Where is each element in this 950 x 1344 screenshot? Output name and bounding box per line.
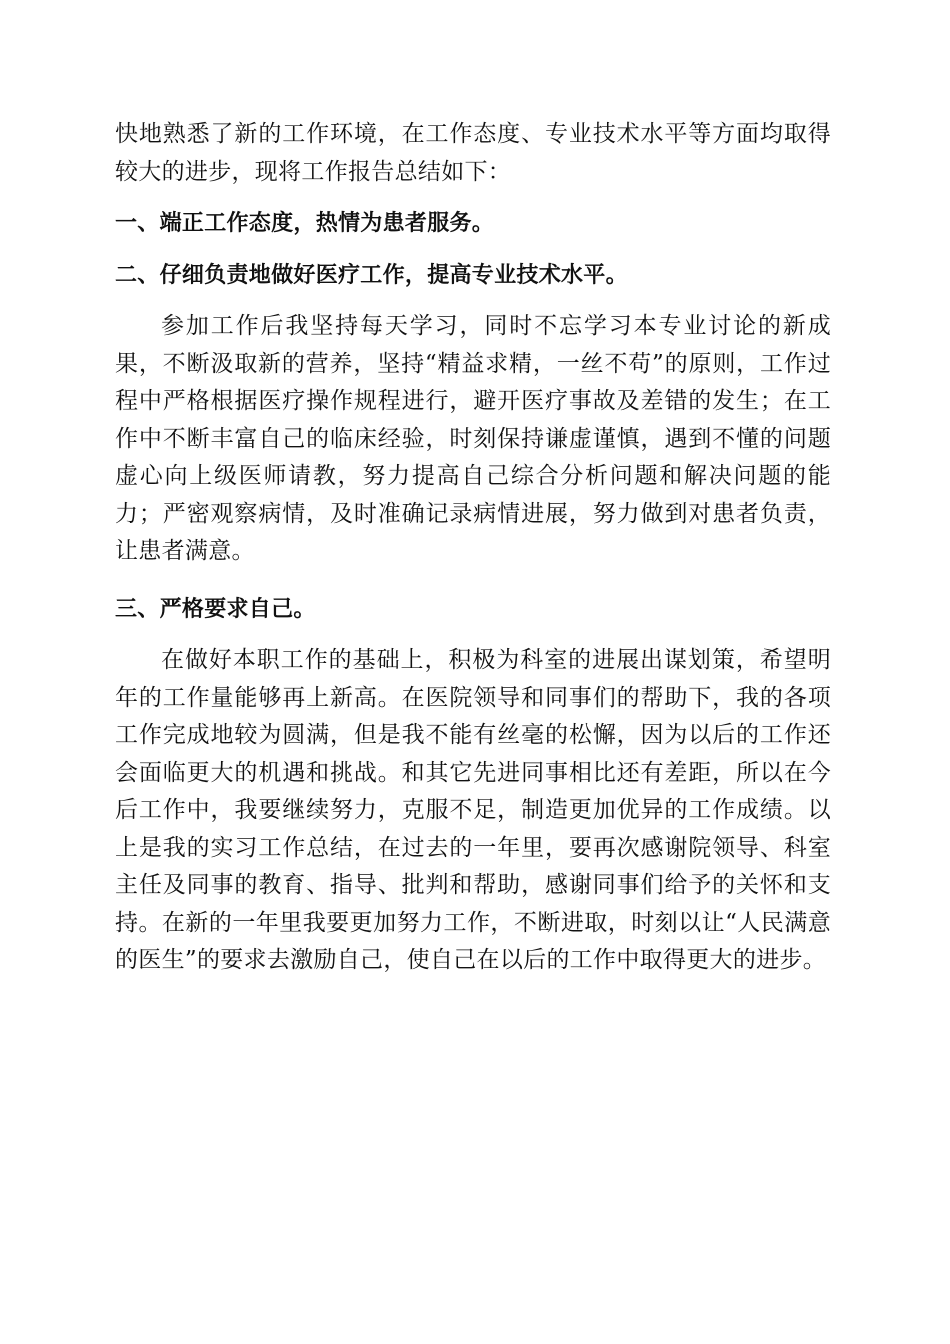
section-heading-3: 三、严格要求自己。: [115, 596, 316, 622]
section-heading-1: 一、端正工作态度，热情为患者服务。: [115, 211, 495, 236]
spacer: [115, 191, 831, 205]
spacer: [115, 294, 831, 308]
section-3-paragraph: 在做好本职工作的基础上，积极为科室的进展出谋划策，希望明年的工作量能够再上新高。在医院领导和同事们的帮助下，我的各项工作完成地较为圆满，但是我不能有丝毫的松懈，因为以后的工作还会面临更大的机遇和挑战。和其它先进同事相比还有差距，所以在今后工作中，我要继续努力，克服不足，制造更加优异的工作成绩。以上是我的实习工作总结，在过去的一年里，要再次感谢院领导、科室主任及同事的教育、指导、批判和帮助，感谢同事们给予的关怀和支持。在新的一年里我要更加努力工作，不断进取，时刻以让“人民满意的医生”的要求去激励自己，使自己在以后的工作中取得更大的进步。: [115, 647, 831, 973]
section-heading-2: 二、仔细负责地做好医疗工作，提高专业技术水平。: [115, 262, 628, 288]
spacer: [115, 243, 831, 257]
spacer: [115, 628, 831, 642]
spacer: [115, 571, 831, 591]
section-2-paragraph: 参加工作后我坚持每天学习，同时不忘学习本专业讨论的新成果，不断汲取新的营养，坚持“精益求精，一丝不苟”的原则，工作过程中严格根据医疗操作规程进行，避开医疗事故及差错的发生；在工作中不断丰富自己的临床经验，时刻保持谦虚谨慎，遇到不懂的问题虚心向上级医师请教，努力提高自己综合分析问题和解决问题的能力；严密观察病情，及时准确记录病情进展，努力做到对患者负责，让患者满意。: [115, 313, 831, 564]
document-body: [115, 116, 831, 980]
intro-paragraph: 快地熟悉了新的工作环境，在工作态度、专业技术水平等方面均取得较大的进步，现将工作报告总结如下：: [115, 121, 831, 185]
